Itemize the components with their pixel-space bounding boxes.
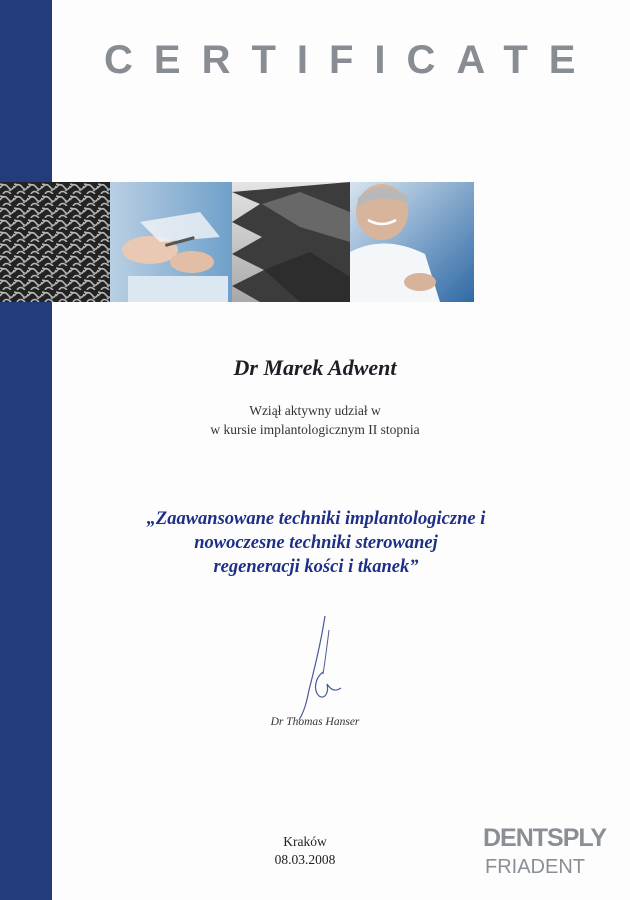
- course-title-line-1: „Zaawansowane techniki implantologiczne i: [146, 509, 486, 529]
- participation-line-1: Wziął aktywny udział w: [249, 403, 381, 418]
- logo-brand-bottom: FRIADENT: [485, 856, 585, 878]
- handwritten-signature: [285, 612, 365, 722]
- photo-banner: [0, 182, 474, 302]
- course-title-line-2: nowoczesne techniki sterowanej: [194, 533, 438, 553]
- certificate-title: CERTIFICATE: [104, 38, 597, 82]
- course-title-line-3: regeneracji kości i tkanek”: [213, 557, 419, 577]
- smiling-doctor-image: [350, 182, 474, 302]
- dentist-working-image: [110, 182, 232, 302]
- dentsply-friadent-logo: [483, 824, 623, 888]
- recipient-name: Dr Marek Adwent: [233, 355, 397, 380]
- logo-brand-top: DENTSPLY: [483, 824, 607, 852]
- signer-name: Dr Thomas Hanser: [270, 716, 360, 728]
- issue-date: 08.03.2008: [274, 852, 336, 867]
- participation-line-2: w kursie implantologicznym II stopnia: [210, 422, 420, 437]
- blue-side-bar: [0, 0, 52, 900]
- bone-microstructure-image: [0, 182, 110, 302]
- issue-place: Kraków: [283, 834, 327, 849]
- implant-thread-image: [232, 182, 350, 302]
